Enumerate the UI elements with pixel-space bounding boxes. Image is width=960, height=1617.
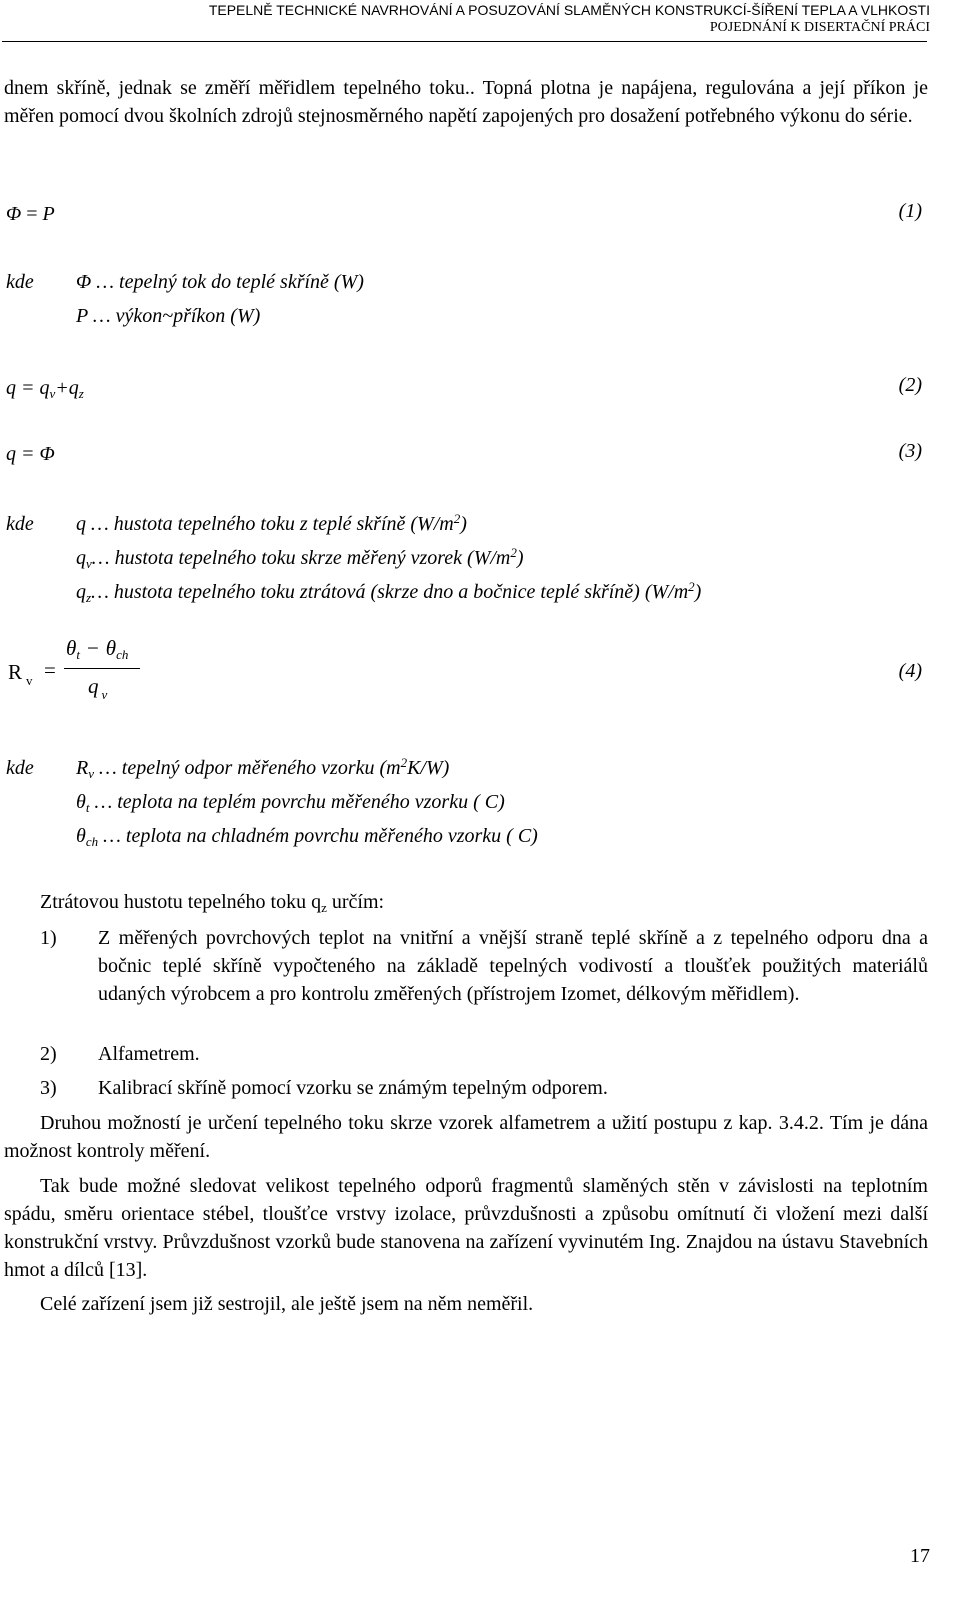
eq2-qz: q	[68, 377, 79, 399]
eq4-sub-t: t	[76, 647, 80, 662]
kde2-line2-text: … hustota tepelného toku skrze měřený vzorek (W/m	[91, 547, 511, 569]
paragraph-tak: Tak bude možné sledovat velikost tepelného odporů fragmentů slaměných stěn v závislosti na teplotním spádu, směru orientace stébel, tloušťce vrstvy izolace, průvzdušnosti a způsobu omítnutí či vložení mezi další konstrukční vrstvy. Průvzdušnost vzorků bude stanovena na zařízení vyvinutém Ing. Znajdou na ústavu Stavebních hmot a dílců [13].	[4, 1175, 928, 1281]
kde3-line2-text: … teplota na teplém povrchu měřeného vzorku ( C)	[89, 791, 505, 813]
eq2-qv: q	[39, 377, 50, 399]
ztratova-sub: z	[321, 900, 327, 915]
eq4-theta-t: θ	[66, 636, 77, 660]
header-rule	[2, 41, 927, 42]
list-item-number: 1)	[40, 927, 57, 949]
eq4-q-sub: v	[101, 687, 108, 702]
kde2-line1-sup: 2	[453, 511, 461, 526]
kde2-line-3	[76, 578, 701, 606]
kde2-line3-sup: 2	[688, 579, 695, 594]
eq2-sub-v: v	[49, 386, 56, 401]
kde3-line-3	[76, 822, 538, 850]
eq4-minus: −	[86, 636, 99, 660]
list-item	[40, 1074, 928, 1102]
kde-label-3: kde	[6, 757, 34, 779]
equation-4-number: (4)	[898, 660, 922, 682]
ztratova-post: určím:	[326, 891, 385, 913]
ztratova-heading	[40, 888, 384, 916]
kde2-line3-sym: q	[76, 581, 86, 603]
kde3-line1-sup: 2	[400, 755, 408, 770]
eq1-p: P	[42, 203, 55, 225]
eq4-r-symbol: R	[8, 660, 23, 684]
kde3-line3-sym: θ	[76, 825, 86, 847]
kde-label-2: kde	[6, 513, 34, 535]
equation-2-number: (2)	[898, 374, 922, 396]
kde2-line3-post: )	[694, 581, 702, 603]
kde3-line2-sub: t	[85, 800, 90, 815]
kde1-line-2: P … výkon~příkon (W)	[76, 305, 261, 327]
eq4-r	[8, 660, 33, 688]
eq1-equals: =	[26, 203, 38, 225]
kde2-line-2	[76, 544, 524, 572]
eq4-numerator	[66, 636, 128, 661]
list-item-text: Alfametrem.	[98, 1043, 200, 1065]
eq4-r-sub: v	[26, 673, 33, 688]
kde2-line2-post: )	[516, 547, 524, 569]
kde2-line-1	[76, 510, 467, 538]
list-item	[40, 1040, 928, 1068]
eq2-q: q	[6, 377, 16, 399]
kde2-line3-sub: z	[86, 590, 92, 605]
kde3-line2-sym: θ	[76, 791, 86, 813]
equation-1	[6, 200, 55, 228]
kde1-line-1: Φ … tepelný tok do teplé skříně (W)	[76, 271, 364, 293]
kde2-line2-sym: q	[76, 547, 86, 569]
eq4-equals: =	[44, 658, 56, 682]
eq4-q: q	[88, 674, 99, 698]
list-item-text: Z měřených povrchových teplot na vnitřní a vnější straně teplé skříně a z tepelného odporu dna a bočnic teplé skříně vypočteného na základě tepelných vodivostí a tloušťek použitých materiálů udaných výrobcem a pro kontrolu změřených (přístrojem Izomet, délkovým měřidlem).	[98, 927, 928, 1005]
kde2-line2-sub: v	[86, 556, 92, 571]
kde3-line-2	[76, 788, 505, 816]
kde3-line1-sym: R	[76, 757, 89, 779]
eq4-sub-ch: ch	[116, 647, 129, 662]
equation-3-number: (3)	[898, 440, 922, 462]
equation-3: q = Φ	[6, 443, 55, 465]
equation-1-number: (1)	[898, 200, 922, 222]
eq4-fraction-bar	[64, 668, 140, 669]
list-item-text: Kalibrací skříně pomocí vzorku se známým tepelným odporem.	[98, 1077, 608, 1099]
list-item-number: 2)	[40, 1043, 57, 1065]
running-header-subtitle: POJEDNÁNÍ K DISERTAČNÍ PRÁCI	[709, 20, 930, 35]
kde3-line1-text: … tepelný odpor měřeného vzorku (m	[94, 757, 401, 779]
kde3-line3-text: … teplota na chladném povrchu měřeného vzorku ( C)	[98, 825, 538, 847]
kde2-line1-text: q … hustota tepelného toku z teplé skříně (W/m	[76, 513, 454, 535]
eq2-equals: =	[16, 377, 40, 399]
kde2-line3-text: … hustota tepelného toku ztrátová (skrze dno a bočnice teplé skříně) (W/m	[91, 581, 689, 603]
equation-2	[6, 374, 84, 402]
running-header-title: TEPELNĚ TECHNICKÉ NAVRHOVÁNÍ A POSUZOVÁNÍ SLAMĚNÝCH KONSTRUKCÍ-ŠÍŘENÍ TEPLA A VLHKOSTI	[208, 2, 930, 18]
eq4-theta-ch: θ	[105, 636, 117, 660]
kde3-line3-sub: ch	[85, 834, 99, 849]
ztratova-text: Ztrátovou hustotu tepelného toku q	[40, 891, 322, 913]
kde2-line2-sup: 2	[510, 545, 517, 560]
eq1-phi: Φ	[6, 203, 22, 225]
paragraph-druhou: Druhou možností je určení tepelného toku skrze vzorek alfametrem a užití postupu z kap. 3.4.2. Tím je dána možnost kontroly měření.	[4, 1112, 928, 1162]
intro-paragraph: dnem skříně, jednak se změří měřidlem tepelného toku.. Topná plotna je napájena, regulována a její příkon je měřen pomocí dvou školních zdrojů stejnosměrného napětí zapojených pro dosažení potřebného výkonu do série.	[4, 77, 928, 127]
kde-label-1: kde	[6, 271, 34, 293]
kde3-line1-post: K/W)	[407, 757, 450, 779]
kde2-line1-post: )	[460, 513, 467, 535]
kde3-line-1	[76, 754, 449, 782]
eq2-sub-z: z	[78, 386, 84, 401]
eq4-denominator	[88, 674, 108, 702]
kde3-line1-sub: v	[88, 766, 94, 781]
paragraph-cele: Celé zařízení jsem již sestrojil, ale ještě jsem na něm neměřil.	[40, 1293, 534, 1315]
list-item-number: 3)	[40, 1077, 57, 1099]
list-item	[40, 924, 928, 1036]
eq2-plus: +	[55, 377, 69, 399]
page-number: 17	[910, 1545, 930, 1567]
